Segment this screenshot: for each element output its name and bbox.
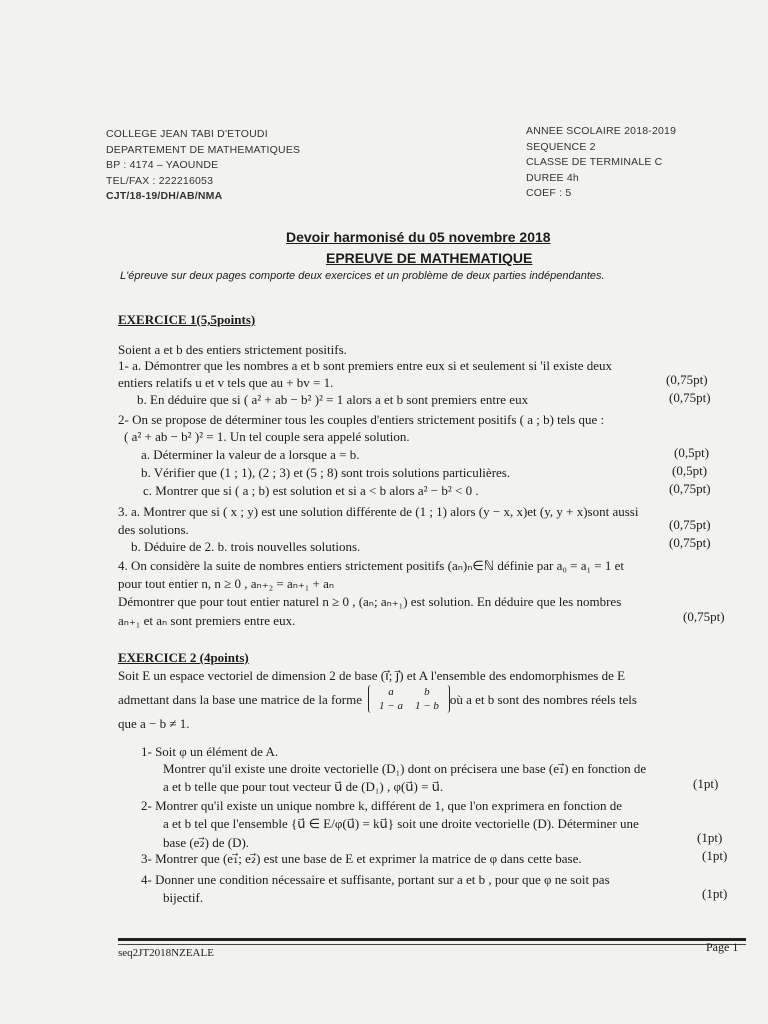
points-label: (1pt) xyxy=(702,848,728,863)
matrix xyxy=(368,685,450,713)
points-label: (0,75pt) xyxy=(669,517,711,532)
ex1-line: 4. On considère la suite de nombres entiers strictement positifs (aₙ)ₙ∈ℕ définie par a₀ = a₁ = 1 et xyxy=(118,558,624,573)
ex1-line: c. Montrer que si ( a ; b) est solution et si a < b alors a² − b² < 0 . xyxy=(143,483,479,498)
ex1-line: des solutions. xyxy=(118,522,189,537)
coefficient: COEF : 5 xyxy=(526,187,572,199)
reference-code: CJT/18-19/DH/AB/NMA xyxy=(106,190,223,202)
ex1-line: entiers relatifs u et v tels que au + bv = 1. xyxy=(118,375,334,390)
matrix-cell: b xyxy=(424,686,430,698)
ex2-q1: a et b telle que pour tout vecteur u⃗ de (D₁) , φ(u⃗) = u⃗. xyxy=(163,779,444,794)
ex1-line: Démontrer que pour tout entier naturel n ≥ 0 , (aₙ; aₙ₊₁) est solution. En déduire que les nombres xyxy=(118,594,622,609)
ex2-q2: 2- Montrer qu'il existe un unique nombre k, différent de 1, que l'on exprimera en fonction de xyxy=(141,798,622,813)
ex2-line: admettant dans la base une matrice de la forme xyxy=(118,691,363,707)
points-label: (1pt) xyxy=(693,776,719,791)
ex1-line: aₙ₊₁ et aₙ sont premiers entre eux. xyxy=(118,613,296,628)
school-name: COLLEGE JEAN TABI D'ETOUDI xyxy=(106,128,268,140)
department: DEPARTEMENT DE MATHEMATIQUES xyxy=(106,143,301,156)
points-label: (0,75pt) xyxy=(669,535,711,550)
exam-intro: L'épreuve sur deux pages comporte deux exercices et un problème de deux parties indépendantes. xyxy=(120,270,605,282)
sequence: SEQUENCE 2 xyxy=(526,140,596,153)
points-label: (0,75pt) xyxy=(666,372,708,387)
points-label: (0,5pt) xyxy=(672,463,708,478)
ex1-line: 3. a. Montrer que si ( x ; y) est une solution différente de (1 ; 1) alors (y − x, x)et (y, y + x)sont aussi xyxy=(118,504,639,519)
footer-rule-thick xyxy=(118,938,746,941)
school-year: ANNEE SCOLAIRE 2018-2019 xyxy=(526,125,677,137)
exam-subject-title: EPREUVE DE MATHEMATIQUE xyxy=(326,250,533,266)
points-label: (0,75pt) xyxy=(669,390,711,405)
footer-code: seq2JT2018NZEALE xyxy=(118,947,214,959)
tel-fax: TEL/FAX : 222216053 xyxy=(106,174,214,187)
ex2-q1: Montrer qu'il existe une droite vectorielle (D₁) dont on précisera une base (e₁⃗) en fonction de xyxy=(163,761,647,776)
exercise-2-heading: EXERCICE 2 (4points) xyxy=(118,650,249,665)
ex1-line: ( a² + ab − b² )² = 1. Un tel couple sera appelé solution. xyxy=(124,429,410,444)
page-number: Page 1 xyxy=(706,940,739,954)
matrix-cell: 1 − b xyxy=(414,700,439,712)
ex2-q2: base (e₂⃗) de (D). xyxy=(163,835,250,850)
points-label: (0,75pt) xyxy=(669,481,711,496)
ex2-line: que a − b ≠ 1. xyxy=(118,716,190,731)
ex2-line: où a et b sont des nombres réels tels xyxy=(449,691,637,707)
points-label: (1pt) xyxy=(697,830,723,845)
ex1-line: b. Vérifier que (1 ; 1), (2 ; 3) et (5 ; 8) sont trois solutions particulières. xyxy=(141,465,511,480)
ex2-q2: a et b tel que l'ensemble {u⃗ ∈ E/φ(u⃗) = ku⃗} soit une droite vectorielle (D). Déterminer une xyxy=(163,816,639,831)
ex1-line: b. Déduire de 2. b. trois nouvelles solutions. xyxy=(131,539,361,554)
ex1-line: 2- On se propose de déterminer tous les couples d'entiers strictement positifs ( a ; b) tels que : xyxy=(118,412,605,427)
postal-box: BP : 4174 – YAOUNDE xyxy=(106,159,219,171)
exam-date-title: Devoir harmonisé du 05 novembre 2018 xyxy=(286,229,551,245)
ex2-q4: 4- Donner une condition nécessaire et suffisante, portant sur a et b , pour que φ ne soit pas xyxy=(141,872,610,887)
ex2-q1: 1- Soit φ un élément de A. xyxy=(141,744,279,759)
points-label: (0,75pt) xyxy=(683,609,725,624)
exercise-1-heading: EXERCICE 1(5,5points) xyxy=(118,312,256,327)
ex2-matrix-line xyxy=(118,682,637,716)
points-label: (1pt) xyxy=(702,886,728,901)
ex2-line: Soit E un espace vectoriel de dimension 2 de base (i⃗; j⃗) et A l'ensemble des endomorphismes de E xyxy=(118,668,626,683)
class: CLASSE DE TERMINALE C xyxy=(526,156,663,168)
ex2-q4: bijectif. xyxy=(163,890,204,905)
matrix-cell: 1 − a xyxy=(379,700,403,712)
school-header xyxy=(106,127,300,205)
ex1-line: Soient a et b des entiers strictement positifs. xyxy=(118,342,347,357)
ex1-line: pour tout entier n, n ≥ 0 , aₙ₊₂ = aₙ₊₁ + aₙ xyxy=(118,576,335,591)
footer-rule-thin xyxy=(118,944,746,945)
ex1-line: a. Déterminer la valeur de a lorsque a = b. xyxy=(141,447,360,462)
exam-info xyxy=(526,124,676,202)
points-label: (0,5pt) xyxy=(674,445,710,460)
ex1-line: 1- a. Démontrer que les nombres a et b sont premiers entre eux si et seulement si 'il existe deux xyxy=(118,358,613,373)
duration: DUREE 4h xyxy=(526,171,579,184)
ex1-line: b. En déduire que si ( a² + ab − b² )² = 1 alors a et b sont premiers entre eux xyxy=(137,392,529,407)
matrix-cell: a xyxy=(388,686,394,698)
ex2-q3: 3- Montrer que (e₁⃗; e₂⃗) est une base de E et exprimer la matrice de φ dans cette base. xyxy=(141,851,582,866)
